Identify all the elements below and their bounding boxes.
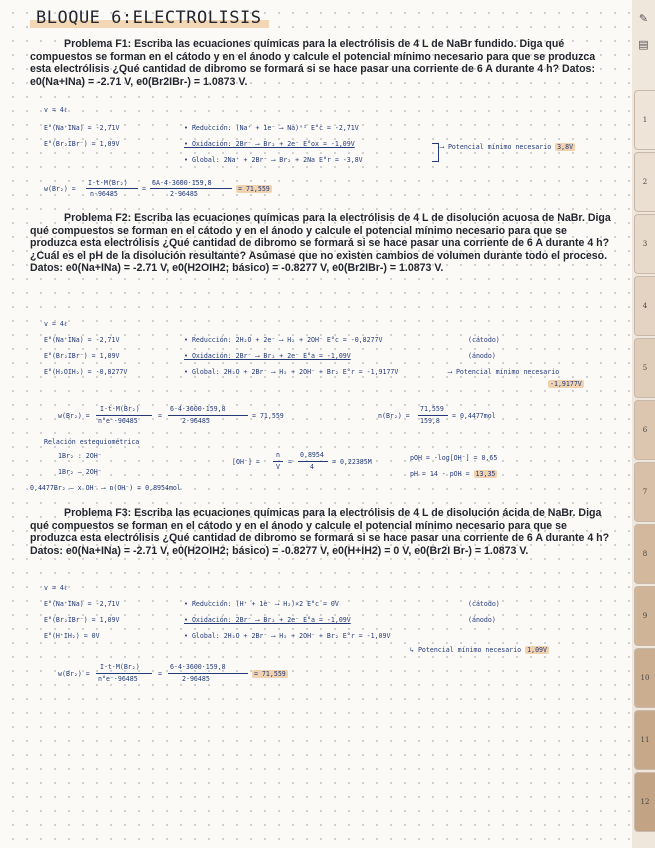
problem-f2-statement: [30, 212, 612, 275]
f3-w-result-value: = 71,559: [254, 670, 286, 678]
f3-potential: [410, 646, 549, 654]
f2-relation-2: 1Br₂ — 2OH⁻: [58, 468, 102, 476]
problem-f1-statement: [30, 38, 612, 88]
f3-w-eq: =: [158, 670, 162, 678]
problem-f2-text: Escriba las ecuaciones químicas para la electrólisis de 4 L de disolución acuosa de NaBr. Diga qué compuestos se forman en el cátodo y en el ánodo y calcule el potencial mínimo necesario para que se produzca esta electrólisis ¿Qué cantidad de dibromo se formará si se hace pasar una corriente de 6 A durante 4 h? ¿Cuál es el pH de la disolución resultante? Asúmase que no existen cambios de volumen durante todo el proceso. Datos: e0(Na+INa) = -2.71 V, e0(H2OIH2; básico) = -0.8277 V, e0(Br2IBr-) = 1.0873 V.: [30, 212, 611, 275]
tab-2-label: 2: [642, 178, 648, 186]
f3-w-num2: 6·4·3600·159,8: [170, 663, 226, 671]
f1-global: • Global: 2Na⁺ + 2Br⁻ ⟶ Br₂ + 2Na E°r = -3,8V: [184, 156, 363, 164]
f2-data-h2o: E°(H₂OIH₂) = -0,8277V: [44, 368, 128, 376]
f1-w-fracbar: [86, 188, 138, 189]
f2-conc-lhs: [OH⁻] =: [232, 458, 260, 466]
f2-conc-fracbar2: [298, 461, 328, 462]
f2-n-num: 71,559: [420, 405, 444, 413]
f1-potential-label: Potencial mínimo necesario: [447, 143, 552, 151]
f1-bracket: [432, 143, 439, 162]
problem-f3-label: Problema F3:: [64, 507, 132, 519]
f2-relation-1: 1Br₂ : 2OH⁻: [58, 452, 102, 460]
f2-data-na: E°(Na⁺INa) = -2,71V: [44, 336, 120, 344]
f1-w-num: I·t·M(Br₂): [88, 179, 128, 187]
f2-conc-num2: 0,8954: [300, 451, 324, 459]
f1-w-result-value: = 71,559: [238, 185, 270, 193]
f1-w-den: n·96485: [90, 190, 118, 198]
f3-data-br: E°(Br₂IBr⁻) = 1,09V: [44, 616, 120, 624]
f2-cathode-tag: (cátodo): [468, 336, 500, 344]
f2-w-num2: 6·4·3600·159,8: [170, 405, 226, 413]
f3-anode-tag: (ánodo): [468, 616, 496, 624]
tab-2[interactable]: [634, 152, 655, 212]
f3-w-result: [252, 670, 288, 678]
tab-4[interactable]: [634, 276, 655, 336]
f2-w-lhs: w(Br₂) =: [58, 412, 90, 420]
f3-w-fracbar2: [168, 673, 248, 674]
tab-6[interactable]: [634, 400, 655, 460]
f3-potential-label: ↳ Potencial mínimo necesario: [410, 646, 522, 654]
f2-w-result: = 71,559: [252, 412, 284, 420]
f2-reduction: • Reducción: 2H₂O + 2e⁻ ⟶ H₂ + 2OH⁻ E°c = -0,8277V: [184, 336, 383, 344]
tab-8-label: 8: [642, 550, 648, 558]
notebook-icon[interactable]: ▤: [638, 37, 649, 51]
pen-icon[interactable]: ✎: [638, 11, 649, 25]
f2-n-lhs: n(Br₂) =: [378, 412, 410, 420]
f3-w-lhs: w(Br₂) =: [58, 670, 90, 678]
tab-9-label: 9: [642, 612, 648, 620]
tab-7-label: 7: [642, 488, 648, 496]
tab-10[interactable]: [634, 648, 655, 708]
f2-ph-label: pH = 14 - pOH =: [410, 470, 470, 478]
f1-potential: ⟶ Potencial mínimo necesario 3,8V: [440, 143, 574, 151]
tab-8[interactable]: [634, 524, 655, 584]
f1-potential-value: 3,8V: [557, 143, 574, 151]
f3-potential-value: 1,09V: [527, 646, 547, 654]
tab-3[interactable]: [634, 214, 655, 274]
f2-conc-fracbar: [273, 461, 283, 462]
tab-10-label: 10: [640, 674, 650, 682]
f3-volume: v = 4ℓ: [44, 584, 68, 592]
f1-volume: v = 4ℓ: [44, 106, 68, 114]
f1-oxidation: • Oxidación: 2Br⁻ ⟶ Br₂ + 2e⁻ E°ox = -1,09V: [184, 140, 355, 148]
f2-n-fracbar: [418, 415, 448, 416]
f2-data-br: E°(Br₂IBr⁻) = 1,09V: [44, 352, 120, 360]
f2-potential-value-wrap: [548, 380, 584, 388]
problem-f1-label: Problema F1:: [64, 38, 132, 50]
page-title: BLOQUE 6:ELECTROLISIS: [30, 8, 269, 30]
tab-1-label: 1: [642, 116, 648, 124]
f1-reduction: • Reducción: (Na⁺ + 1e⁻ ⟶ Na)ˣ² E°c = -2,71V: [184, 124, 359, 132]
f3-oxidation: • Oxidación: 2Br⁻ ⟶ Br₂ + 2e⁻ E°a = -1,09V: [184, 616, 351, 624]
f2-w-num: I·t·M(Br₂): [100, 405, 140, 413]
tab-5[interactable]: [634, 338, 655, 398]
f1-w-result: [236, 185, 272, 193]
f2-n-result: = 0,4477mol: [452, 412, 496, 420]
f2-w-den: n°e⁻·96485: [98, 417, 138, 425]
section-tab-strip: [632, 0, 655, 848]
f1-w-lhs: w(Br₂) =: [44, 185, 76, 193]
f2-w-fracbar2: [168, 415, 248, 416]
f2-w-eq: =: [158, 412, 162, 420]
f2-potential-label: Potencial mínimo necesario: [455, 368, 560, 376]
f2-poh: pOH = -log[OH⁻] = 0,65: [410, 454, 498, 462]
f2-conc-result: = 0,22385M: [332, 458, 372, 466]
tab-11[interactable]: [634, 710, 655, 770]
f3-reduction: • Reducción: (H⁺ + 1e⁻ ⟶ H₂)×2 E°c = 0V: [184, 600, 339, 608]
tab-12-label: 12: [640, 798, 650, 806]
tab-11-label: 11: [640, 736, 650, 744]
f2-oxidation: • Oxidación: 2Br⁻ ⟶ Br₂ + 2e⁻ E°a = -1,09V: [184, 352, 351, 360]
problem-f3-statement: [30, 507, 612, 557]
f1-w-num2: 6A·4·3600·159,8: [152, 179, 212, 187]
f1-w-fracbar2: [150, 188, 232, 189]
f3-w-den2: 2·96485: [182, 675, 210, 683]
tab-5-label: 5: [642, 364, 648, 372]
f2-conc-den: V: [276, 463, 280, 471]
f2-conc-den2: 4: [310, 463, 314, 471]
f2-conc-num: n: [276, 451, 280, 459]
f2-ph-value: 13,35: [475, 470, 496, 478]
tab-6-label: 6: [642, 426, 648, 434]
f3-w-num: I·t·M(Br₂): [100, 663, 140, 671]
f2-relation-title: Relación estequiométrica: [44, 438, 140, 446]
f2-w-fracbar: [96, 415, 152, 416]
tab-4-label: 4: [642, 302, 648, 310]
f3-cathode-tag: (cátodo): [468, 600, 500, 608]
f2-conc-eq: =: [288, 458, 292, 466]
f2-n-den: 159,8: [420, 417, 440, 425]
f3-data-na: E°(Na⁺INa) = -2,71V: [44, 600, 120, 608]
tab-7[interactable]: [634, 462, 655, 522]
tab-1[interactable]: [634, 90, 655, 150]
f1-data-na: E°(Na⁺INa) = -2,71V: [44, 124, 120, 132]
f2-relation-3: 0,4477Br₂ — x OH⁻ ⟶ n(OH⁻) = 0,8954mol: [30, 484, 181, 492]
problem-f1-text: Escriba las ecuaciones químicas para la electrólisis de 4 L de NaBr fundido. Diga qué compuestos se forman en el cátodo y en el ánodo y calcule el potencial mínimo necesario para que se produzca esta electrólisis ¿Qué cantidad de dibromo se formará si se hace pasar una corriente de 6 A durante 4 h? Datos: e0(Na+INa) = -2.71 V, e0(Br2IBr-) = 1.0873 V.: [30, 38, 596, 88]
tab-9[interactable]: [634, 586, 655, 646]
f2-ph: [410, 470, 497, 478]
tab-12[interactable]: [634, 772, 655, 832]
f2-anode-tag: (ánodo): [468, 352, 496, 360]
f3-global: • Global: 2H₂O + 2Br⁻ ⟶ H₂ + 2OH⁻ + Br₂ E°r = -1,09V: [184, 632, 391, 640]
f2-w-den2: 2·96485: [182, 417, 210, 425]
f2-volume: v = 4ℓ: [44, 320, 68, 328]
f1-data-br: E°(Br₂IBr⁻) = 1,09V: [44, 140, 120, 148]
tab-3-label: 3: [642, 240, 648, 248]
f3-data-h: E°(H⁺IH₂) = 0V: [44, 632, 100, 640]
f3-w-den: n°e⁻·96485: [98, 675, 138, 683]
problem-f3-text: Escriba las ecuaciones químicas para la electrólisis de 4 L de disolución ácida de NaBr. Diga qué compuestos se forman en el cátodo y en el ánodo y calcule el potencial mínimo necesario para que se produzca esta electrólisis ¿Qué cantidad de dibromo se formará si se hace pasar una corriente de 6 A durante 4 h? Datos: e0(Na+INa) = -2.71 V, e0(H2OIH2; básico) = -0.8277 V, e0(H+IH2) = 0 V, e0(Br2I Br-) = 1.0873 V.: [30, 507, 610, 557]
f2-global: • Global: 2H₂O + 2Br⁻ ⟶ H₂ + 2OH⁻ + Br₂ E°r = -1,9177V: [184, 368, 399, 376]
f3-w-fracbar: [96, 673, 152, 674]
problem-f2-label: Problema F2:: [64, 212, 132, 224]
f1-w-den2: 2·96485: [170, 190, 198, 198]
f2-potential-value: -1,9177V: [550, 380, 582, 388]
f2-potential: ⟶ Potencial mínimo necesario: [448, 368, 560, 376]
f1-w-eq: =: [142, 185, 146, 193]
